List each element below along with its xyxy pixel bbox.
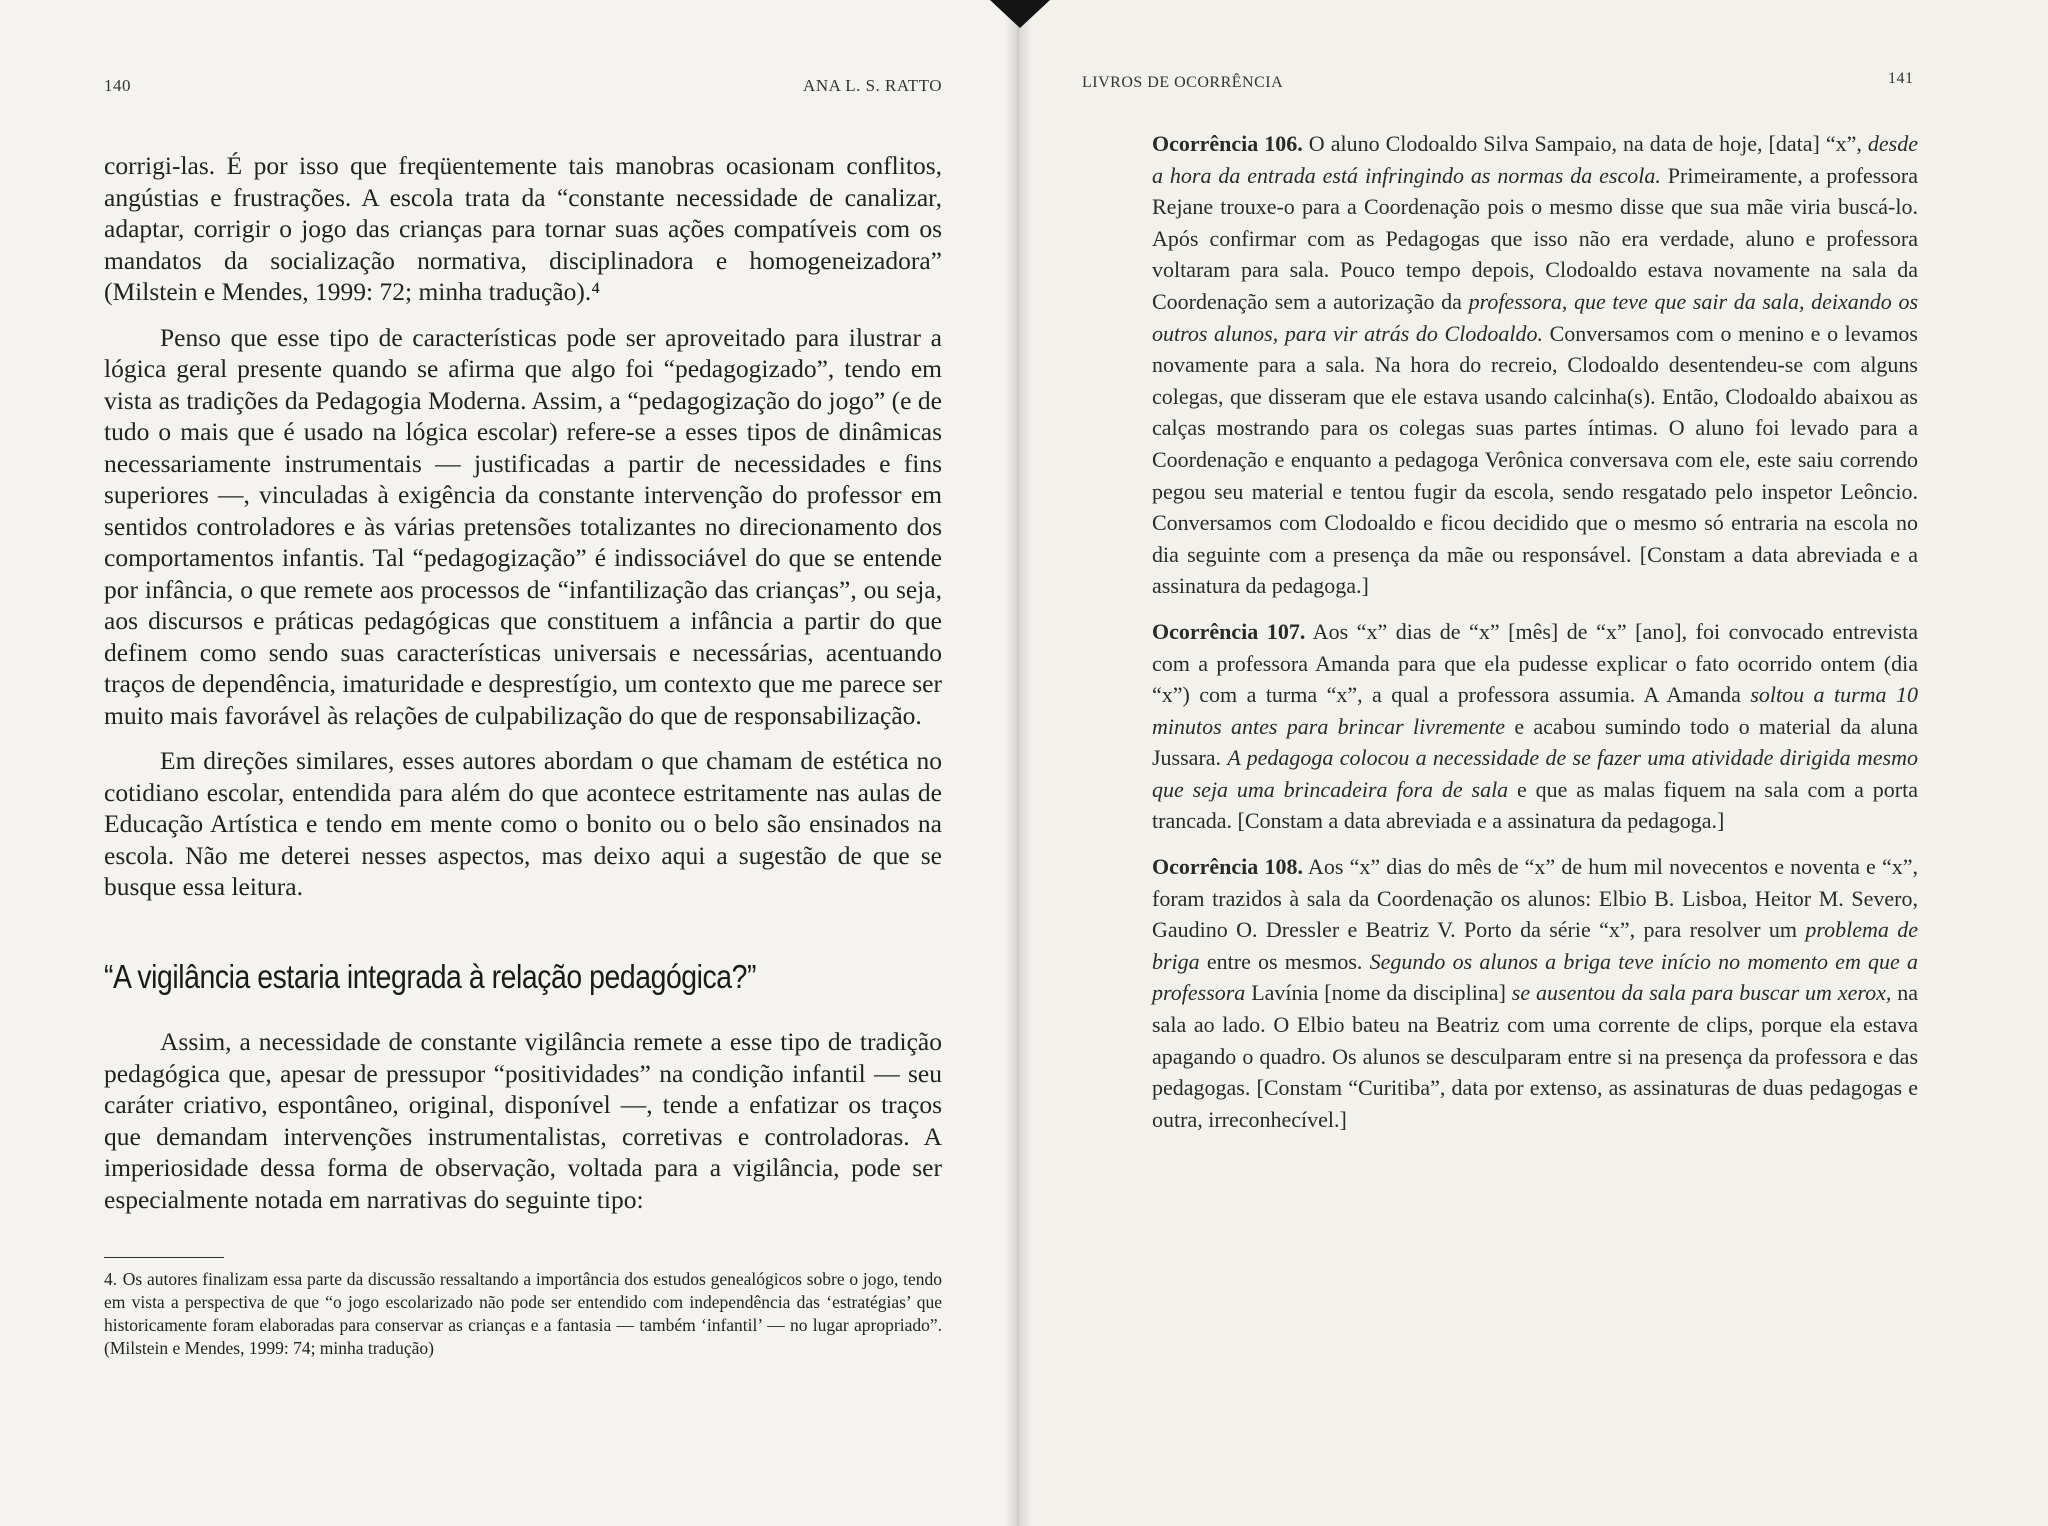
- book-gutter: [1004, 0, 1032, 1526]
- entry-text-run: e acabou sumindo todo o material da aluna Jussara.: [1152, 713, 1919, 771]
- section-heading: “A vigilância estaria integrada à relação pedagógica?”: [104, 957, 757, 995]
- left-body: [104, 150, 942, 1215]
- entry-text-run: Primeiramente, a professora Rejane trouxe-o para a Coordenação pois o mesmo disse que sua mãe viria buscá-lo. Após confirmar com as Pedagogas que isso não era verdade, aluno e professora voltaram para sala. Pouco tempo depois, Clodoaldo estava novamente na sala da Coordenação sem a autorização da: [1152, 162, 1918, 314]
- entry-text-run: Aos “x” dias do mês de “x” de hum mil novecentos e noventa e “x”, foram trazidos à sala da Coordenação os alunos: Elbio B. Lisboa, Heitor M. Severo, Gaudino O. Dressler e Beatriz V. Porto da série “x”, para resolver um: [1152, 854, 1918, 943]
- entry-text-run: O aluno Clodoaldo Silva Sampaio, na data de hoje, [data] “x”,: [1302, 131, 1868, 156]
- entry-text-run: Aos “x” dias de “x” [mês] de “x” [ano], foi convocado entrevista com a professora Amanda para que ela pudesse explicar o fato ocorrido ontem (dia “x”) com a turma “x”, a qual a professora assumia. A Amanda: [1152, 618, 1918, 708]
- entry-108: [1152, 851, 1918, 1135]
- entry-107: [1152, 616, 1918, 837]
- entry-italic-run: problema de briga: [1152, 917, 1918, 974]
- footnote-text: Os autores finalizam essa parte da discussão ressaltando a importância dos estudos genealógicos sobre o jogo, tendo em vista a perspectiva de que “o jogo escolarizado não pode ser entendido com independência das ‘estratégias’ que historicamente foram elaboradas para conservar as crianças e a fantasia — também ‘infantil’ — no lugar apropriado”. (Milstein e Mendes, 1999: 74; minha tradução): [104, 1269, 942, 1358]
- right-page: [1012, 0, 2048, 1526]
- entry-label: Ocorrência 106.: [1152, 131, 1303, 156]
- entry-italic-run: professora, que teve que sair da sala, deixando os outros alunos, para vir atrás do Clodoaldo.: [1152, 288, 1918, 346]
- spine-shadow: [990, 0, 1050, 28]
- entry-italic-run: A pedagoga colocou a necessidade de se fazer uma atividade dirigida mesmo que seja uma brincadeira fora de sala: [1152, 745, 1918, 802]
- entry-label: Ocorrência 107.: [1152, 618, 1306, 644]
- left-page: [0, 0, 1012, 1526]
- entry-text-run: Lavínia [nome da disciplina]: [1245, 980, 1512, 1006]
- entry-106: [1152, 128, 1918, 602]
- entry-text-run: na sala ao lado. O Elbio bateu na Beatriz com uma corrente de clips, porque ela estava apagando o quadro. Os alunos se desculparam entre si na presença da professora e das pedagogas. [Constam “Curitiba”, data por extenso, as assinaturas de duas pedagogas e outra, irreconhecível.]: [1152, 980, 1918, 1132]
- entry-italic-run: Segundo os alunos a briga teve início no momento em que a professora: [1152, 948, 1918, 1006]
- right-folio: 141: [1888, 70, 1914, 87]
- left-folio: 140: [104, 76, 131, 95]
- left-author-head: ANA L. S. RATTO: [803, 76, 942, 95]
- footnote: [104, 1268, 942, 1360]
- entry-italic-run: desde a hora da entrada está infringindo as normas da escola.: [1152, 131, 1918, 188]
- paragraph-3: Em direções similares, esses autores abordam o que chamam de estética no cotidiano escolar, entendida para além do que acontece estritamente nas aulas de Educação Artística e tendo em mente como o bonito ou o belo são ensinados na escola. Não me deterei nesses aspectos, mas deixo aqui a sugestão de que se busque essa leitura.: [104, 746, 942, 901]
- entry-label: Ocorrência 108.: [1152, 854, 1303, 880]
- paragraph-1: corrigi-las. É por isso que freqüentemente tais manobras ocasionam conflitos, angústias e frustrações. A escola trata da “constante necessidade de canalizar, adaptar, corrigir o jogo das crianças para tornar suas ações compatíveis com os mandatos da socialização normativa, disciplinadora e homogeneizadora” (Milstein e Mendes, 1999: 72; minha tradução).⁴: [104, 151, 942, 306]
- right-running-head: LIVROS DE OCORRÊNCIA: [1082, 74, 1284, 91]
- entry-italic-run: se ausentou da sala para buscar um xerox,: [1511, 980, 1892, 1006]
- right-body: [1152, 128, 1918, 1135]
- footnote-rule: [104, 1257, 224, 1258]
- entry-italic-run: soltou a turma 10 minutos antes para brincar livremente: [1152, 682, 1918, 739]
- paragraph-2: Penso que esse tipo de características pode ser aproveitado para ilustrar a lógica geral presente quando se afirma que algo foi “pedagogizado”, tendo em vista as tradições da Pedagogia Moderna. Assim, a “pedagogização do jogo” (e de tudo o mais que é usado na lógica escolar) refere-se a esses tipos de dinâmicas necessariamente instrumentais — justificadas a partir de necessidades e fins superiores —, vinculadas à exigência da constante intervenção do professor em sentidos controladores e às várias pretensões totalizantes no direcionamento dos comportamentos infantis. Tal “pedagogização” é indissociável do que se entende por infância, o que remete aos processos de “infantilização das crianças”, ou seja, aos discursos e práticas pedagógicas que constituem a infância a partir do que definem como sendo suas características universais e necessárias, acentuando traços de dependência, imaturidade e desprestígio, um contexto que me parece ser muito mais favorável às relações de culpabilização do que de responsabilização.: [104, 322, 942, 730]
- entry-text-run: entre os mesmos.: [1199, 948, 1370, 974]
- entry-text-run: e que as malas fiquem na sala com a porta trancada. [Constam a data abreviada e a assinatura da pedagoga.]: [1152, 776, 1918, 834]
- footnote-number: 4.: [104, 1269, 118, 1289]
- paragraph-4: Assim, a necessidade de constante vigilância remete a esse tipo de tradição pedagógica que, apesar de pressupor “positividades” na condição infantil — seu caráter criativo, espontâneo, original, disponível —, tende a enfatizar os traços que demandam intervenções instrumentalistas, corretivas e controladoras. A imperiosidade dessa forma de observação, voltada para a vigilância, pode ser especialmente notada em narrativas do seguinte tipo:: [104, 1027, 942, 1214]
- left-running-head: [104, 68, 942, 96]
- entry-text-run: Conversamos com o menino e o levamos novamente para a sala. Na hora do recreio, Clodoaldo desentendeu-se com alguns colegas, que disseram que ele estava usando calcinha(s). Então, Clodoaldo abaixou as calças mostrando para os colegas suas partes íntimas. O aluno foi levado para a Coordenação e enquanto a pedagoga Verônica conversava com ele, este saiu correndo pegou seu material e tentou fugir da escola, sendo resgatado pelo inspetor Leôncio. Conversamos com Clodoaldo e ficou decidido que o mesmo só entraria na escola no dia seguinte com a presença da mãe ou responsável. [Constam a data abreviada e a assinatura da pedagoga.]: [1152, 320, 1918, 599]
